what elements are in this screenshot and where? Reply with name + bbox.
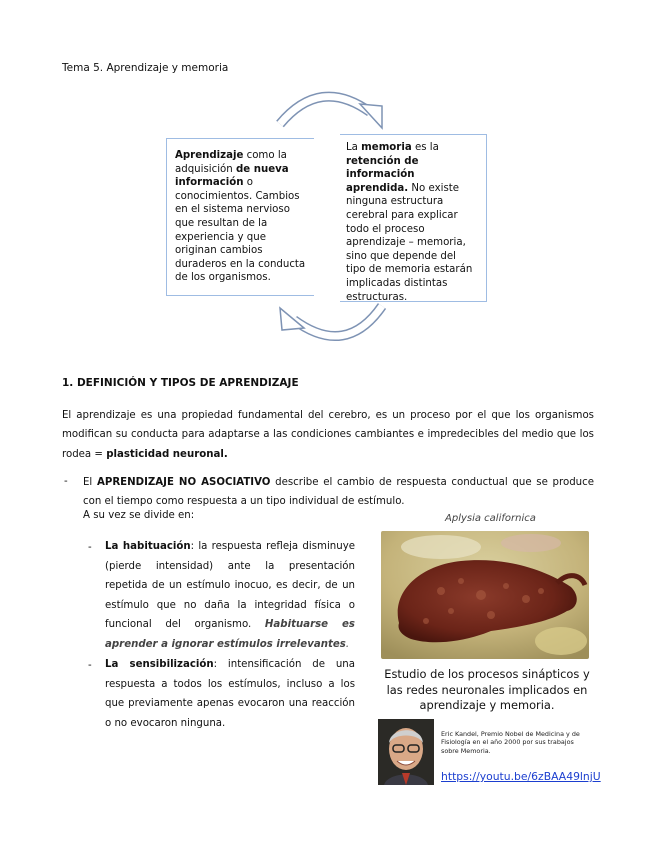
na-text-2: describe el cambio de respuesta conductual que se produce con el tiempo como respuesta a un tipo individual de estímulo. [83, 477, 595, 508]
video-link[interactable]: https://youtu.be/6zBAA49lnjU [441, 770, 601, 783]
aplysia-photo [381, 531, 589, 659]
memory-text-1: La [346, 142, 362, 153]
sub-bullet-dash-2: - [88, 660, 92, 671]
habituation-italic: Habituarse es aprender a ignorar estímulos irrelevantes [105, 619, 355, 650]
na-bold: APRENDIZAJE NO ASOCIATIVO [96, 477, 271, 488]
sub-bullet-dash-1: - [88, 542, 92, 553]
sensitization-text: : intensificación de una respuesta a todos los estímulos, incluso a los que previamente apenas evocaron una reacción o no evocaron ninguna. [105, 659, 355, 729]
intro-bold: plasticidad neuronal. [106, 448, 228, 460]
memory-definition-box [340, 134, 487, 302]
memory-term: memoria [361, 142, 412, 153]
learning-definition-box [166, 138, 314, 296]
memory-bold-2: retención de información aprendida. [346, 155, 419, 194]
kandel-caption: Eric Kandel, Premio Nobel de Medicina y de Fisiología en el año 2000 por sus trabajos sobre Memoria. [441, 730, 580, 755]
memory-text-3: No existe ninguna estructura cerebral para explicar todo el proceso aprendizaje – memoria, sino que depende del tipo de memoria estarán implicadas distintas estructuras. [346, 182, 473, 303]
memory-text-2: es la [411, 142, 439, 153]
intro-paragraph [62, 406, 594, 464]
learning-text-1: como la adquisición [175, 150, 287, 175]
learning-text-2: o conocimientos. Cambios en el sistema nervioso que resultan de la experiencia y que originan cambios duraderos en la conducta de los organismos. [175, 177, 306, 284]
na-divide-text: A su vez se divide en: [83, 510, 195, 521]
learning-bold-2: de nueva información [175, 163, 289, 189]
non-associative-paragraph [83, 473, 594, 512]
study-caption: Estudio de los procesos sinápticos y las redes neuronales implicados en aprendizaje y memoria. [384, 667, 590, 713]
bottom-curved-arrow-icon [276, 300, 396, 352]
habituation-paragraph [105, 537, 355, 655]
sensitization-paragraph [105, 655, 355, 733]
habituation-end: . [345, 638, 350, 650]
learning-term: Aprendizaje [175, 150, 244, 161]
section-heading: 1. DEFINICIÓN Y TIPOS DE APRENDIZAJE [62, 377, 299, 389]
species-caption: Aplysia californica [445, 513, 536, 524]
top-curved-arrow-icon [270, 84, 390, 134]
sensitization-label: La sensibilización [105, 659, 214, 670]
habituation-text: : la respuesta refleja disminuye (pierde intensidad) ante la presentación repetida de un estímulo inocuo, es decir, de un estímulo que no daña la integridad física o funcional del organismo. [105, 541, 355, 631]
na-text-1: El [83, 477, 97, 488]
bullet-dash: - [64, 476, 68, 487]
intro-text: El aprendizaje es una propiedad fundamental del cerebro, es un proceso por el que los organismos modifican su conducta para adaptarse a las condiciones cambiantes e impredecibles del medio que los rodea = [62, 410, 594, 460]
page-header: Tema 5. Aprendizaje y memoria [62, 62, 229, 74]
habituation-label: La habituación [105, 541, 191, 552]
kandel-photo [378, 719, 434, 785]
